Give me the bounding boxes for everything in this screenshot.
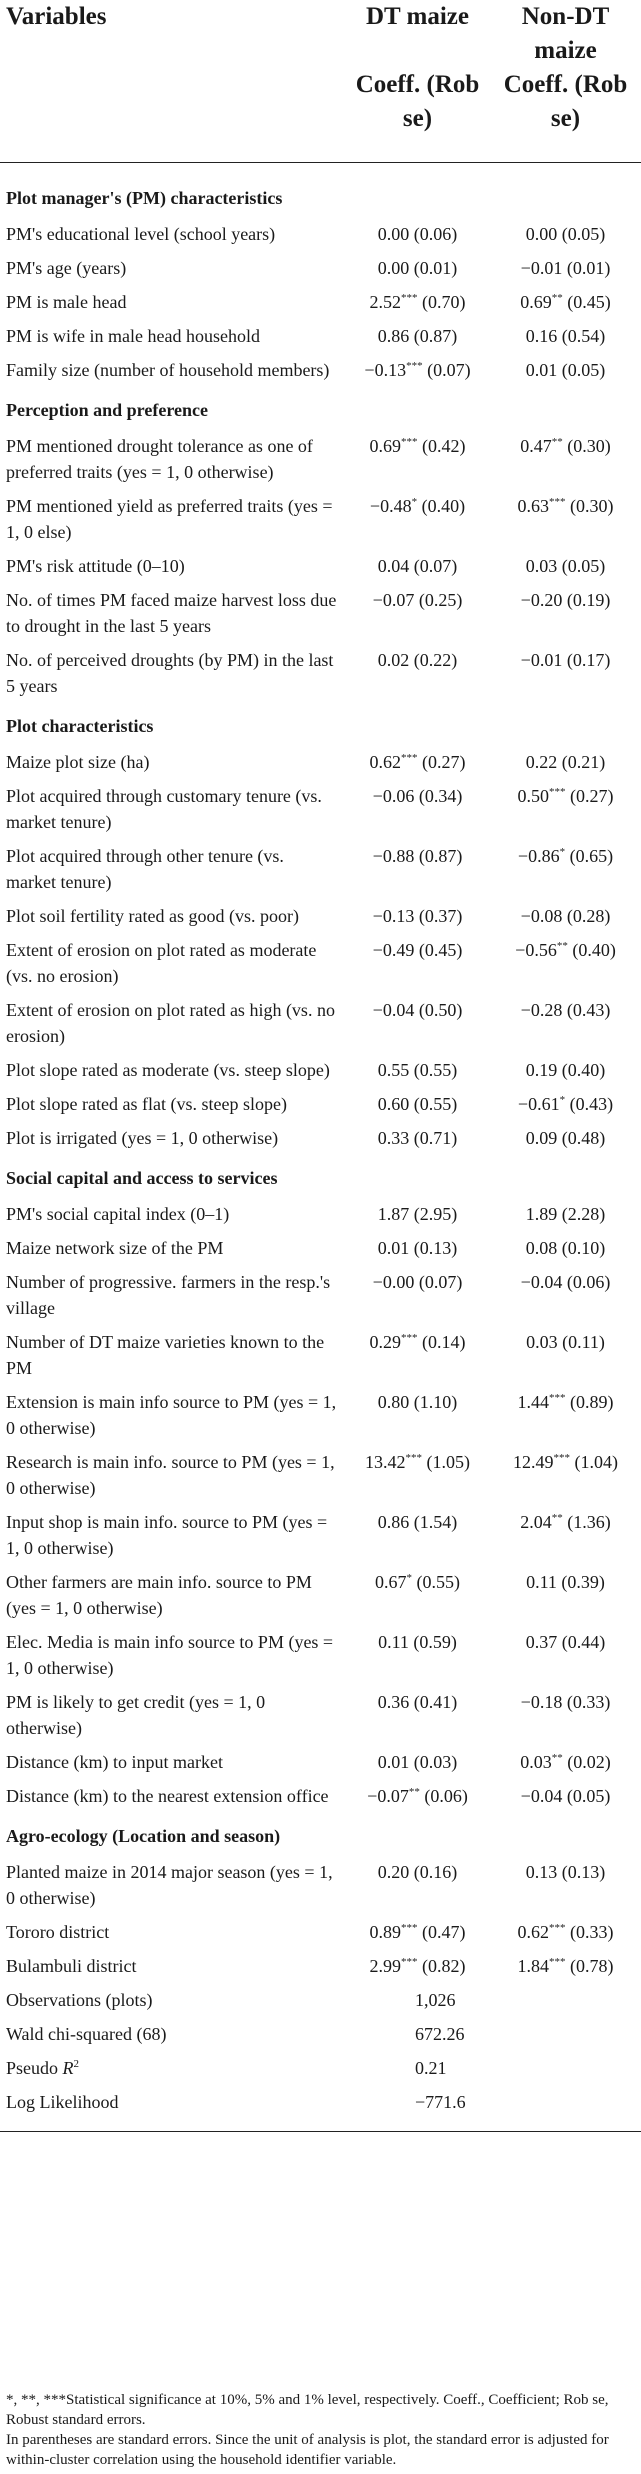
non-dt-maize-coefficient: 12.49*** (1.04) (513, 1452, 618, 1472)
section-header-row (0, 1155, 641, 1197)
table-row (0, 1565, 641, 1625)
footnote-standard-errors: In parentheses are standard errors. Since the unit of analysis is plot, the standard error is adjusted for within-cluster correlation using the household identifier variable. (6, 2432, 609, 2468)
dt-maize-coefficient: −0.07** (0.06) (367, 1786, 468, 1806)
variable-name: Distance (km) to input market (6, 1752, 223, 1772)
significance-marker: *** (549, 1922, 566, 1934)
variable-name: PM is likely to get credit (yes = 1, 0 otherwise) (6, 1692, 266, 1738)
dt-maize-coefficient: 0.04 (0.07) (377, 556, 458, 576)
table-row (0, 1121, 641, 1155)
non-dt-maize-coefficient: −0.01 (0.01) (520, 258, 611, 278)
summary-stat-row (0, 2085, 641, 2132)
variable-name: Other farmers are main info. source to PM (yes = 1, 0 otherwise) (6, 1572, 312, 1618)
dt-maize-coefficient: 0.11 (0.59) (378, 1632, 457, 1652)
variable-name: Plot acquired through customary tenure (vs. market tenure) (6, 786, 322, 832)
variable-name: PM is male head (6, 292, 127, 312)
dt-maize-coefficient: 0.33 (0.71) (377, 1128, 458, 1148)
significance-marker: *** (401, 752, 418, 764)
table-row (0, 1197, 641, 1231)
significance-marker: ** (556, 940, 568, 952)
table-row (0, 217, 641, 251)
non-dt-maize-coefficient: −0.20 (0.19) (520, 590, 611, 610)
section-header-row (0, 387, 641, 429)
significance-marker: *** (549, 1392, 566, 1404)
significance-marker: *** (549, 1956, 566, 1968)
table-row (0, 353, 641, 387)
non-dt-maize-coefficient: 1.84*** (0.78) (517, 1956, 614, 1976)
variable-name: PM mentioned drought tolerance as one of preferred traits (yes = 1, 0 otherwise) (6, 436, 313, 482)
dt-maize-coefficient: 0.01 (0.13) (377, 1238, 458, 1258)
table-row (0, 1053, 641, 1087)
dt-maize-coefficient: −0.13*** (0.07) (364, 360, 471, 380)
variable-name: Research is main info. source to PM (yes = 1, 0 otherwise) (6, 1452, 335, 1498)
non-dt-maize-coefficient: 0.16 (0.54) (525, 326, 606, 346)
table-row (0, 1625, 641, 1685)
dt-maize-coefficient: 0.36 (0.41) (377, 1692, 458, 1712)
non-dt-maize-coefficient: 0.63*** (0.30) (517, 496, 614, 516)
significance-marker: *** (553, 1452, 570, 1464)
non-dt-maize-coefficient: −0.28 (0.43) (520, 1000, 611, 1020)
header-variables: Variables (0, 0, 345, 163)
dt-maize-coefficient: 0.89*** (0.47) (369, 1922, 466, 1942)
non-dt-maize-coefficient: −0.04 (0.06) (520, 1272, 611, 1292)
dt-maize-coefficient: −0.04 (0.50) (372, 1000, 463, 1020)
stat-value: 0.21 (415, 2058, 447, 2078)
table-row (0, 1505, 641, 1565)
non-dt-maize-coefficient: 0.11 (0.39) (526, 1572, 605, 1592)
stat-label: Observations (plots) (6, 1990, 153, 2010)
non-dt-maize-coefficient: 0.22 (0.21) (525, 752, 606, 772)
non-dt-maize-coefficient: 0.69** (0.45) (520, 292, 611, 312)
table-row (0, 1445, 641, 1505)
footnote-significance: *, **, ***Statistical significance at 10%, 5% and 1% level, respectively. Coeff., Coefficient; Rob se, Robust standard errors. (6, 2392, 609, 2428)
non-dt-maize-coefficient: −0.01 (0.17) (520, 650, 611, 670)
table-row (0, 993, 641, 1053)
variable-name: No. of perceived droughts (by PM) in the last 5 years (6, 650, 334, 696)
table-body (0, 163, 641, 2132)
stat-value: 672.26 (415, 2024, 465, 2044)
dt-maize-coefficient: −0.07 (0.25) (372, 590, 463, 610)
table-row (0, 1745, 641, 1779)
section-title: Plot manager's (PM) characteristics (6, 188, 283, 208)
variable-name: Bulambuli district (6, 1956, 137, 1976)
non-dt-maize-coefficient: 0.03 (0.11) (526, 1332, 605, 1352)
non-dt-maize-coefficient: 0.62*** (0.33) (517, 1922, 614, 1942)
non-dt-maize-coefficient: −0.08 (0.28) (520, 906, 611, 926)
table-row (0, 839, 641, 899)
stat-label: Wald chi-squared (68) (6, 2024, 167, 2044)
table-row (0, 583, 641, 643)
summary-stat-row (0, 1983, 641, 2017)
significance-marker: * (406, 1572, 412, 1584)
dt-maize-coefficient: 0.67* (0.55) (375, 1572, 460, 1592)
variable-name: Tororo district (6, 1922, 110, 1942)
non-dt-maize-coefficient: −0.86* (0.65) (517, 846, 614, 866)
table-row (0, 1265, 641, 1325)
significance-marker: * (559, 1094, 566, 1106)
variable-name: PM's social capital index (0–1) (6, 1204, 230, 1224)
variable-name: No. of times PM faced maize harvest loss due to drought in the last 5 years (6, 590, 337, 636)
non-dt-maize-coefficient: 0.03** (0.02) (520, 1752, 611, 1772)
table-row (0, 1779, 641, 1813)
table-row (0, 1231, 641, 1265)
variable-name: PM mentioned yield as preferred traits (yes = 1, 0 else) (6, 496, 333, 542)
variable-name: Maize plot size (ha) (6, 752, 150, 772)
non-dt-maize-coefficient: −0.56** (0.40) (515, 940, 616, 960)
stat-label: Log Likelihood (0, 2085, 345, 2132)
dt-maize-coefficient: −0.48* (0.40) (369, 496, 466, 516)
non-dt-maize-coefficient: 0.47** (0.30) (520, 436, 611, 456)
non-dt-maize-coefficient: 0.37 (0.44) (525, 1632, 606, 1652)
section-header-row (0, 163, 641, 218)
non-dt-maize-coefficient: 0.09 (0.48) (525, 1128, 606, 1148)
dt-maize-coefficient: 0.55 (0.55) (377, 1060, 458, 1080)
variable-name: Plot slope rated as flat (vs. steep slope) (6, 1094, 287, 1114)
section-header-row (0, 1813, 641, 1855)
non-dt-maize-coefficient: 0.00 (0.05) (525, 224, 606, 244)
dt-maize-coefficient: 13.42*** (1.05) (365, 1452, 470, 1472)
dt-maize-coefficient: 2.52*** (0.70) (369, 292, 466, 312)
table-header (0, 0, 641, 163)
dt-maize-coefficient: 0.02 (0.22) (377, 650, 458, 670)
section-title: Plot characteristics (6, 716, 154, 736)
significance-marker: *** (401, 436, 418, 448)
variable-name: Extent of erosion on plot rated as high (vs. no erosion) (6, 1000, 335, 1046)
non-dt-maize-coefficient: 0.13 (0.13) (525, 1862, 606, 1882)
variable-name: Maize network size of the PM (6, 1238, 224, 1258)
variable-name: Elec. Media is main info source to PM (yes = 1, 0 otherwise) (6, 1632, 334, 1678)
significance-marker: *** (401, 1332, 418, 1344)
dt-maize-coefficient: −0.49 (0.45) (372, 940, 463, 960)
non-dt-maize-coefficient: −0.04 (0.05) (520, 1786, 611, 1806)
significance-marker: ** (551, 292, 563, 304)
dt-maize-coefficient: 1.87 (2.95) (377, 1204, 458, 1224)
non-dt-maize-coefficient: 1.44*** (0.89) (517, 1392, 614, 1412)
non-dt-maize-coefficient: 0.50*** (0.27) (517, 786, 614, 806)
dt-maize-coefficient: 0.86 (1.54) (377, 1512, 458, 1532)
significance-marker: *** (401, 1956, 418, 1968)
significance-marker: ** (551, 1512, 563, 1524)
dt-maize-coefficient: 0.01 (0.03) (377, 1752, 458, 1772)
header-non-dt-maize: Non-DT maize Coeff. (Rob se) (490, 0, 641, 163)
non-dt-maize-coefficient: 0.03 (0.05) (525, 556, 606, 576)
significance-marker: ** (408, 1786, 420, 1798)
table-row (0, 779, 641, 839)
section-title: Social capital and access to services (6, 1168, 278, 1188)
variable-name: Plot is irrigated (yes = 1, 0 otherwise) (6, 1128, 279, 1148)
table-row (0, 549, 641, 583)
dt-maize-coefficient: 0.86 (0.87) (377, 326, 458, 346)
significance-marker: ** (551, 1752, 563, 1764)
section-header-row (0, 703, 641, 745)
non-dt-maize-coefficient: −0.61* (0.43) (517, 1094, 614, 1114)
summary-stat-row (0, 2051, 641, 2085)
table-row (0, 1915, 641, 1949)
variable-name: Extent of erosion on plot rated as moderate (vs. no erosion) (6, 940, 317, 986)
dt-maize-coefficient: 0.60 (0.55) (377, 1094, 458, 1114)
table-row (0, 933, 641, 993)
table-row (0, 1325, 641, 1385)
non-dt-maize-coefficient: 0.08 (0.10) (525, 1238, 606, 1258)
dt-maize-coefficient: −0.00 (0.07) (372, 1272, 463, 1292)
dt-maize-coefficient: 0.80 (1.10) (377, 1392, 458, 1412)
non-dt-maize-coefficient: −0.18 (0.33) (520, 1692, 611, 1712)
dt-maize-coefficient: 0.20 (0.16) (377, 1862, 458, 1882)
dt-maize-coefficient: 0.69*** (0.42) (369, 436, 466, 456)
table-row (0, 745, 641, 779)
dt-maize-coefficient: −0.88 (0.87) (372, 846, 463, 866)
significance-marker: *** (406, 360, 423, 372)
variable-name: PM's educational level (school years) (6, 224, 276, 244)
variable-name: PM's risk attitude (0–10) (6, 556, 185, 576)
significance-marker: *** (401, 1922, 418, 1934)
variable-name: Distance (km) to the nearest extension office (6, 1786, 329, 1806)
variable-name: Plot soil fertility rated as good (vs. poor) (6, 906, 299, 926)
dt-maize-coefficient: 0.00 (0.06) (377, 224, 458, 244)
table-row (0, 1949, 641, 1983)
stat-label: Pseudo $R^2$ (6, 2058, 80, 2078)
table-row (0, 643, 641, 703)
dt-maize-coefficient: 0.29*** (0.14) (369, 1332, 466, 1352)
table-row (0, 429, 641, 489)
significance-marker: *** (549, 786, 566, 798)
table-row (0, 285, 641, 319)
section-title: Agro-ecology (Location and season) (6, 1826, 281, 1846)
dt-maize-coefficient: 0.00 (0.01) (377, 258, 458, 278)
table-row (0, 319, 641, 353)
dt-maize-coefficient: −0.06 (0.34) (372, 786, 463, 806)
significance-marker: *** (549, 496, 566, 508)
significance-marker: *** (405, 1452, 422, 1464)
table-row (0, 1855, 641, 1915)
variable-name: Number of DT maize varieties known to the PM (6, 1332, 325, 1378)
variable-name: Family size (number of household members) (6, 360, 330, 380)
non-dt-maize-coefficient: 2.04** (1.36) (520, 1512, 611, 1532)
table-row (0, 489, 641, 549)
summary-stat-row (0, 2017, 641, 2051)
dt-maize-coefficient: 0.62*** (0.27) (369, 752, 466, 772)
significance-marker: * (559, 846, 566, 858)
variable-name: PM is wife in male head household (6, 326, 260, 346)
table-row (0, 1087, 641, 1121)
table-row (0, 1385, 641, 1445)
significance-marker: *** (401, 292, 418, 304)
table-footnotes (6, 2390, 636, 2470)
stat-value: −771.6 (345, 2085, 641, 2132)
variable-name: Plot slope rated as moderate (vs. steep slope) (6, 1060, 330, 1080)
variable-name: Plot acquired through other tenure (vs. market tenure) (6, 846, 284, 892)
variable-name: Number of progressive. farmers in the resp.'s village (6, 1272, 331, 1318)
header-dt-maize: DT maize Coeff. (Rob se) (345, 0, 490, 163)
table-row (0, 251, 641, 285)
non-dt-maize-coefficient: 0.19 (0.40) (525, 1060, 606, 1080)
variable-name: PM's age (years) (6, 258, 127, 278)
stat-value: 1,026 (415, 1990, 456, 2010)
significance-marker: * (411, 496, 418, 508)
dt-maize-coefficient: 2.99*** (0.82) (369, 1956, 466, 1976)
section-title: Perception and preference (6, 400, 208, 420)
significance-marker: ** (551, 436, 563, 448)
table-row (0, 899, 641, 933)
non-dt-maize-coefficient: 1.89 (2.28) (525, 1204, 606, 1224)
non-dt-maize-coefficient: 0.01 (0.05) (525, 360, 606, 380)
dt-maize-coefficient: −0.13 (0.37) (372, 906, 463, 926)
table-row (0, 1685, 641, 1745)
variable-name: Planted maize in 2014 major season (yes = 1, 0 otherwise) (6, 1862, 333, 1908)
variable-name: Extension is main info source to PM (yes = 1, 0 otherwise) (6, 1392, 337, 1438)
variable-name: Input shop is main info. source to PM (yes = 1, 0 otherwise) (6, 1512, 328, 1558)
